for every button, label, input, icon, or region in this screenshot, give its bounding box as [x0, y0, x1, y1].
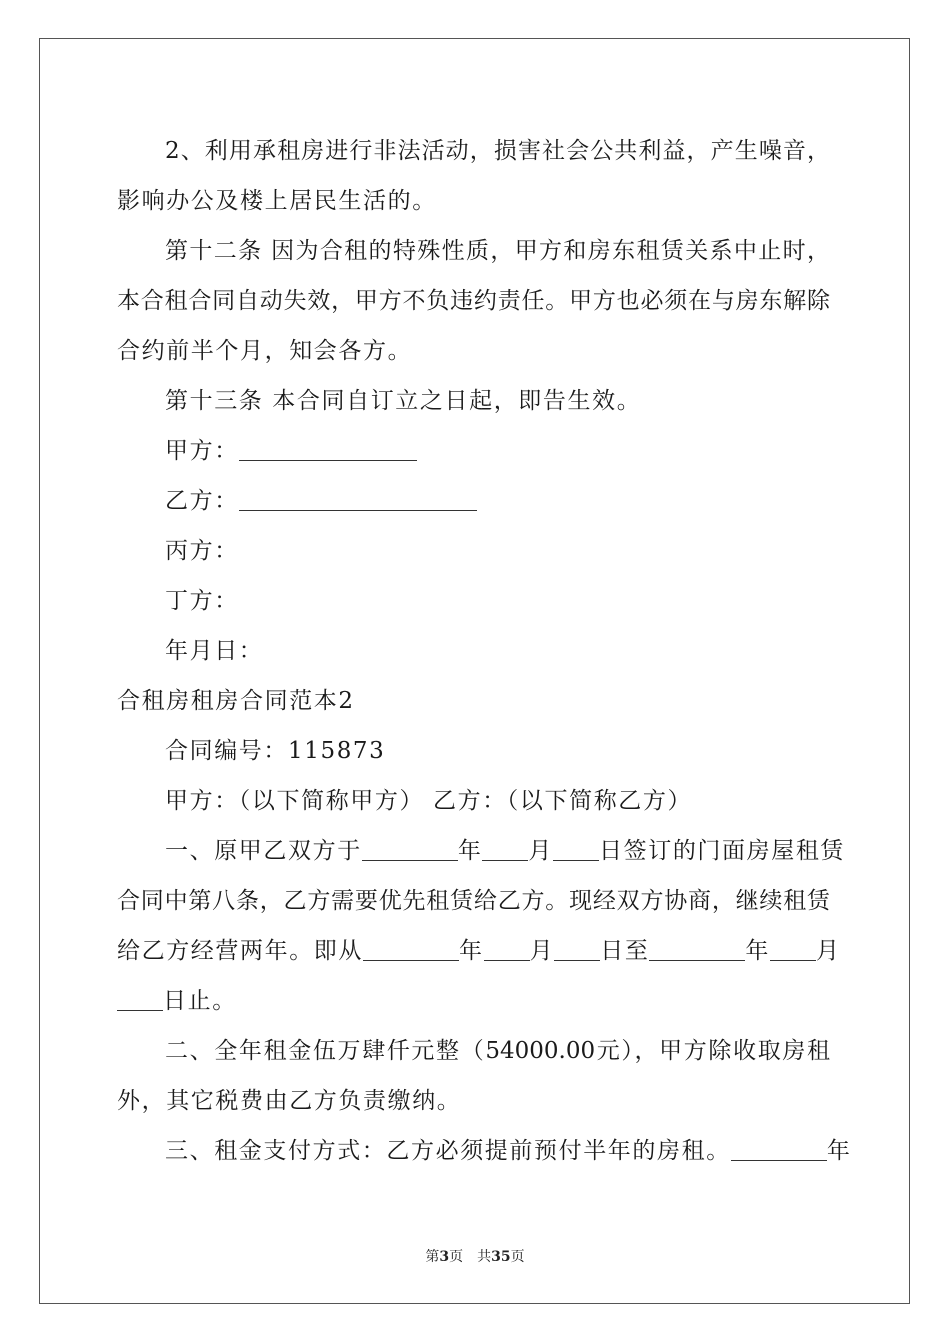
- day-blank: [553, 838, 599, 861]
- party-a-blank: [239, 438, 417, 461]
- party-d-label: 丁方：: [165, 588, 239, 614]
- party-b-blank: [239, 488, 477, 511]
- paragraph-line: 外，其它税费由乙方负责缴纳。: [117, 1088, 462, 1114]
- party-a-signature-line: [165, 436, 417, 466]
- year-blank: [649, 938, 745, 961]
- parties-line: 甲方：（以下简称甲方） 乙方：（以下简称乙方）: [165, 788, 693, 814]
- footer-text: 页 共: [449, 1249, 492, 1265]
- month-blank: [482, 838, 528, 861]
- paragraph-line: 合约前半个月，知会各方。: [117, 338, 413, 364]
- text-segment: 月: [529, 938, 555, 964]
- text-segment: 一、原甲乙双方于: [165, 838, 362, 864]
- paragraph-line: 二、全年租金伍万肆仟元整（54000.00元），甲方除收取房租: [165, 1038, 830, 1064]
- text-segment: 日至: [600, 938, 650, 964]
- year-blank: [363, 938, 459, 961]
- paragraph-line: 第十三条 本合同自订立之日起，即告生效。: [165, 388, 642, 414]
- month-blank: [770, 938, 816, 961]
- current-page-number: 3: [439, 1249, 450, 1265]
- paragraph-line: [165, 836, 845, 866]
- year-blank: [362, 838, 458, 861]
- text-segment: 月: [816, 938, 841, 964]
- text-segment: 给乙方经营两年。即从: [117, 938, 363, 964]
- year-blank: [731, 1138, 827, 1161]
- month-blank: [484, 938, 530, 961]
- party-b-signature-line: [165, 486, 477, 516]
- day-blank: [117, 988, 163, 1011]
- page-footer: [0, 1246, 950, 1266]
- text-segment: 日签订的门面房屋租赁: [599, 838, 846, 864]
- paragraph-line: [117, 986, 237, 1016]
- party-c-label: 丙方：: [165, 538, 239, 564]
- text-segment: 月: [528, 838, 554, 864]
- party-b-label: 乙方：: [165, 488, 239, 514]
- text-segment: 年: [745, 938, 771, 964]
- paragraph-line: [117, 936, 841, 966]
- paragraph-line: 2、利用承租房进行非法活动，损害社会公共利益，产生噪音，: [165, 138, 830, 164]
- section-title: 合租房租房合同范本2: [117, 688, 355, 714]
- paragraph-line: [165, 1136, 851, 1166]
- paragraph-line: 第十二条 因为合租的特殊性质，甲方和房东租赁关系中止时，: [165, 238, 830, 264]
- total-page-count: 35: [491, 1249, 511, 1265]
- date-label: 年月日：: [165, 638, 264, 664]
- paragraph-line: 本合租合同自动失效，甲方不负违约责任。甲方也必须在与房东解除: [117, 288, 830, 314]
- footer-text: 页: [510, 1249, 525, 1265]
- text-segment: 三、租金支付方式：乙方必须提前预付半年的房租。: [165, 1138, 731, 1164]
- paragraph-line: 合同中第八条，乙方需要优先租赁给乙方。现经双方协商，继续租赁: [117, 888, 830, 914]
- day-blank: [554, 938, 600, 961]
- text-segment: 日止。: [163, 988, 237, 1014]
- text-segment: 年: [826, 1138, 852, 1164]
- text-segment: 年: [459, 938, 484, 964]
- text-segment: 年: [457, 838, 483, 864]
- party-a-label: 甲方：: [165, 438, 239, 464]
- footer-text: 第: [425, 1249, 440, 1265]
- paragraph-line: 影响办公及楼上居民生活的。: [117, 188, 437, 214]
- contract-number: 合同编号：115873: [165, 738, 386, 764]
